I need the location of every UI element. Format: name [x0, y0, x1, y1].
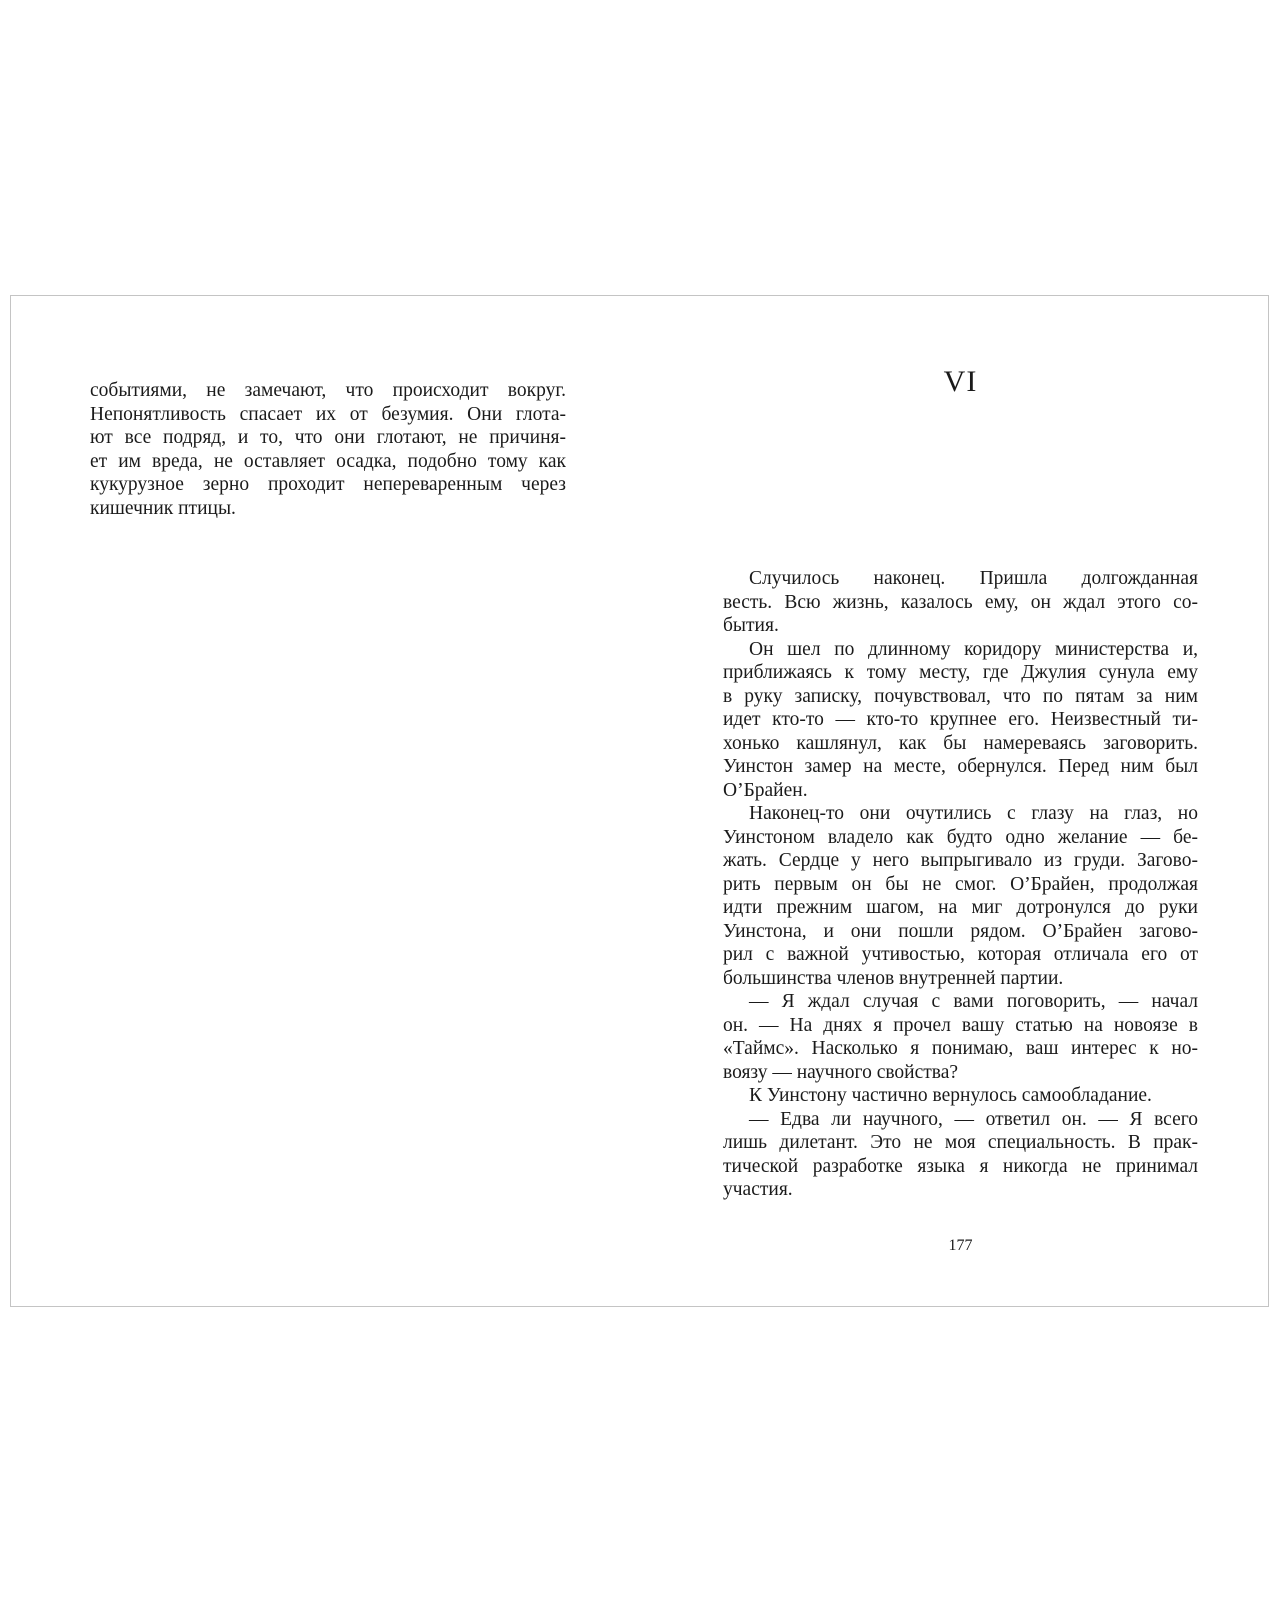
page-number: 177 [948, 1237, 973, 1254]
text-line: Непонятливость спасает их от безумия. Они глота- [90, 403, 566, 425]
text-line: — Я ждал случая с вами поговорить, — начал [749, 991, 1198, 1012]
text-line: весть. Всю жизнь, казалось ему, он ждал этого со- [723, 591, 1198, 613]
text-line: приближаясь к тому месту, где Джулия сунула ему [723, 662, 1198, 683]
text-line: Он шел по длинному коридору министерства и, [749, 638, 1198, 660]
text-line: «Таймс». Насколько я понимаю, ваш интерес к но- [723, 1038, 1198, 1059]
text-line: идет кто-то — кто-то крупнее его. Неизвестный ти- [723, 709, 1198, 730]
text-line: ет им вреда, не оставляет осадка, подобно тому как [90, 450, 566, 472]
text-line: ют все подряд, и то, что они глотают, не причиня- [90, 427, 566, 448]
text-line: Уинстон замер на месте, обернулся. Перед ним был [723, 756, 1198, 777]
chapter-number: VI [943, 365, 978, 398]
paragraph [723, 802, 1198, 990]
text-line: участия. [723, 1179, 793, 1200]
text-line: К Уинстону частично вернулось самообладание. [749, 1085, 1152, 1106]
left-page-text [90, 379, 566, 520]
text-line: идти прежним шагом, на миг дотронулся до руки [723, 897, 1198, 918]
book-spread [10, 295, 1269, 1307]
text-line: кукурузное зерно проходит непереваренным через [90, 474, 566, 495]
text-line: тической разработке языка я никогда не принимал [723, 1155, 1198, 1177]
text-line: хонько кашлянул, как бы намереваясь заговорить. [723, 732, 1198, 754]
text-line: в руку записку, почувствовал, что по пятам за ним [723, 685, 1198, 707]
text-line: рить первым он бы не смог. О’Брайен, продолжая [723, 873, 1198, 895]
text-line: он. — На днях я прочел вашу статью на новоязе в [723, 1014, 1198, 1036]
text-line: Случилось наконец. Пришла долгожданная [749, 568, 1198, 589]
right-page-text [723, 567, 1198, 1202]
text-line: большинства членов внутренней партии. [723, 967, 1064, 989]
text-line: бытия. [723, 615, 779, 636]
paragraph [723, 990, 1198, 1084]
text-line: — Едва ли научного, — ответил он. — Я всего [749, 1108, 1198, 1130]
text-line: лишь дилетант. Это не моя специальность. В прак- [723, 1132, 1198, 1153]
text-line: рил с важной учтивостью, которая отличала его от [723, 944, 1198, 965]
text-line: Наконец-то они очутились с глазу на глаз, но [749, 803, 1198, 824]
paragraph [723, 638, 1198, 803]
text-line: событиями, не замечают, что происходит вокруг. [90, 380, 566, 401]
text-line: жать. Сердце у него выпрыгивало из груди. Загово- [723, 850, 1198, 871]
paragraph [723, 1084, 1198, 1108]
paragraph [723, 1108, 1198, 1202]
text-line: Уинстоном владело как будто одно желание — бе- [723, 826, 1198, 848]
text-line: воязу — научного свойства? [723, 1061, 959, 1083]
text-line: кишечник птицы. [90, 497, 236, 519]
text-line: Уинстона, и они пошли рядом. О’Брайен загово- [723, 920, 1198, 942]
paragraph [723, 567, 1198, 638]
text-line: О’Брайен. [723, 779, 808, 801]
